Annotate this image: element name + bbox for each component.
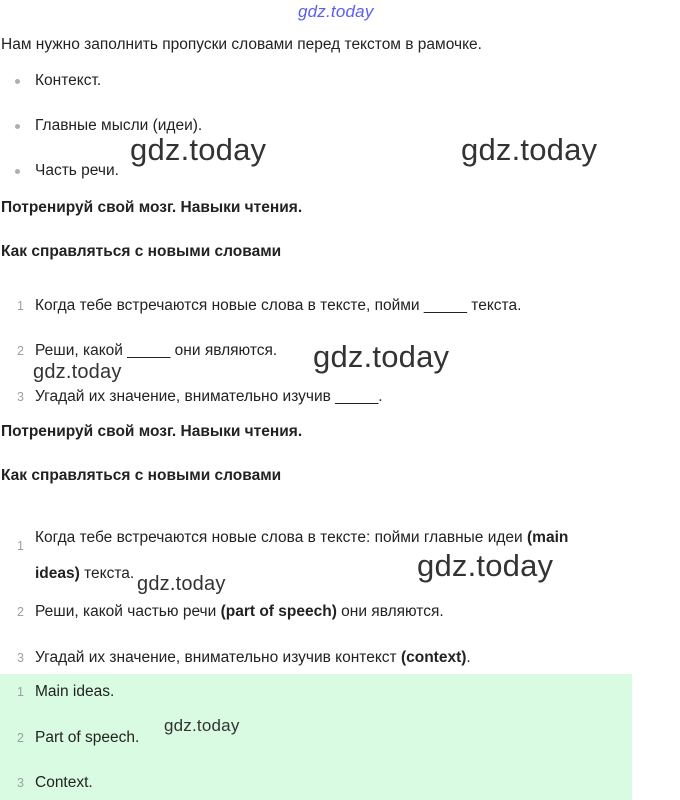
item-term: (part of speech) xyxy=(220,603,337,620)
item-number: 2 xyxy=(17,344,24,358)
list-item xyxy=(0,682,139,728)
answers-box xyxy=(0,674,632,800)
item-number: 3 xyxy=(17,651,24,665)
watermark-top: gdz.today xyxy=(298,2,374,21)
watermark: gdz.today xyxy=(417,548,554,583)
list-item xyxy=(0,70,202,115)
watermark: gdz.today xyxy=(313,339,450,374)
list-item xyxy=(0,602,568,648)
item-term: (context) xyxy=(400,649,467,666)
item-text: Угадай их значение, внимательно изучив _____. xyxy=(35,388,383,405)
list-item xyxy=(0,387,521,427)
bullet-text: Главные мысли (идеи). xyxy=(35,117,203,134)
bullet-dot xyxy=(15,124,20,129)
watermark: gdz.today xyxy=(137,573,226,595)
watermark: gdz.today xyxy=(130,132,267,167)
section2-list xyxy=(0,520,568,674)
item-number: 1 xyxy=(17,539,24,553)
list-item xyxy=(0,296,521,341)
answers-list xyxy=(0,682,139,799)
list-item xyxy=(0,773,139,799)
item-text: Угадай их значение, внимательно изучив контекст xyxy=(35,649,401,666)
item-number: 3 xyxy=(17,390,24,404)
list-item xyxy=(0,728,139,773)
watermark: gdz.today xyxy=(461,132,598,167)
section2-subheading: Как справляться с новыми словами xyxy=(1,467,282,484)
answer-text: Context. xyxy=(35,774,93,791)
item-term: ideas) xyxy=(35,565,80,582)
watermark: gdz.today xyxy=(33,361,122,383)
bullet-text: Часть речи. xyxy=(35,162,119,179)
item-number: 2 xyxy=(17,731,24,745)
item-text: они являются. xyxy=(336,603,444,620)
item-text: . xyxy=(466,649,471,666)
item-number: 1 xyxy=(17,685,24,699)
item-number: 1 xyxy=(17,299,24,313)
item-text: Реши, какой _____ они являются. xyxy=(35,342,278,359)
answer-text: Part of speech. xyxy=(35,729,140,746)
section1-heading: Потренируй свой мозг. Навыки чтения. xyxy=(1,199,303,216)
item-text: Когда тебе встречаются новые слова в тексте, пойми _____ текста. xyxy=(35,297,522,314)
bullet-text: Контекст. xyxy=(35,72,102,89)
item-number: 2 xyxy=(17,605,24,619)
section2-heading: Потренируй свой мозг. Навыки чтения. xyxy=(1,423,303,440)
item-text: текста. xyxy=(79,565,135,582)
answer-text: Main ideas. xyxy=(35,683,115,700)
bullet-dot xyxy=(15,169,20,174)
item-term: (main xyxy=(527,529,569,546)
list-item xyxy=(0,648,568,674)
watermark: gdz.today xyxy=(164,716,240,735)
item-text: Реши, какой частью речи xyxy=(35,603,221,620)
item-number: 3 xyxy=(17,776,24,790)
section1-subheading: Как справляться с новыми словами xyxy=(1,243,282,260)
item-text: Когда тебе встречаются новые слова в тексте: пойми главные идеи xyxy=(35,529,527,546)
intro-text: Нам нужно заполнить пропуски словами перед текстом в рамочке. xyxy=(1,36,482,53)
bullet-dot xyxy=(15,79,20,84)
